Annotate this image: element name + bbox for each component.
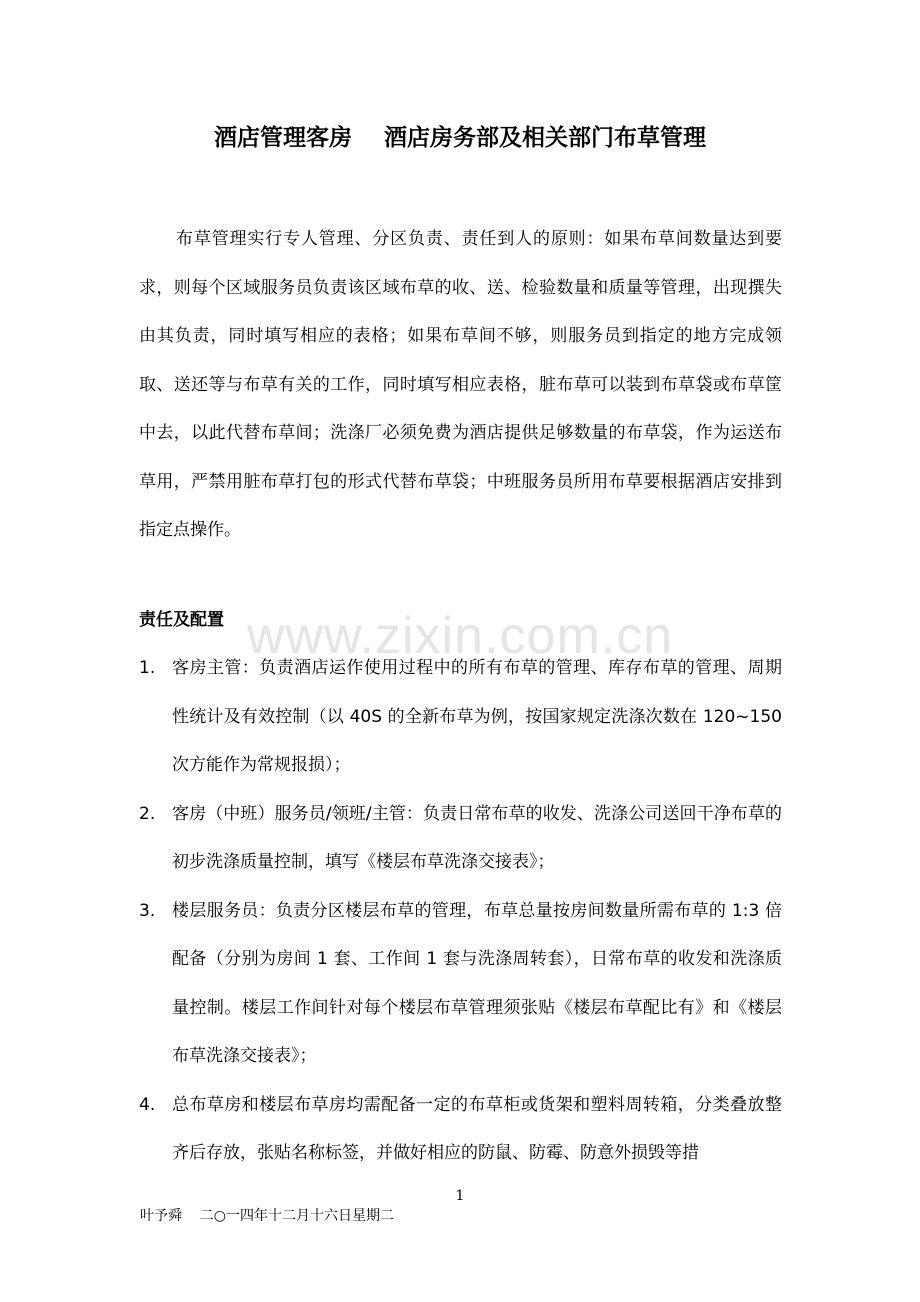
page-number: 1: [455, 1188, 465, 1204]
section-heading: 责任及配置: [139, 610, 224, 630]
list-item-number: 1.: [139, 658, 156, 678]
list-item-number: 4.: [139, 1094, 156, 1115]
footer-author-date: 叶予舜 二○一四年十二月十六日星期二: [140, 1208, 395, 1224]
watermark-text: www.zixin.com.cn: [246, 607, 674, 665]
list-item: [139, 1081, 782, 1178]
list-item-text: 客房（中班）服务员/领班/主管：负责日常布草的收发、洗涤公司送回干净布草的初步洗涤质量控制，填写《楼层布草洗涤交接表》；: [172, 803, 782, 872]
intro-paragraph: 布草管理实行专人管理、分区负责、责任到人的原则：如果布草间数量达到要求，则每个区域服务员负责该区域布草的收、送、检验数量和质量等管理，出现撰失由其负责，同时填写相应的表格；如果布草间不够，则服务员到指定的地方完成领取、送还等与布草有关的工作，同时填写相应表格，脏布草可以装到布草袋或布草筐中去，以此代替布草间；洗涤厂必须免费为酒店提供足够数量的布草袋，作为运送布草用，严禁用脏布草打包的形式代替布草袋；中班服务员所用布草要根据酒店安排到指定点操作。: [139, 229, 782, 540]
responsibility-list: [139, 644, 782, 1178]
list-item-text: 楼层服务员：负责分区楼层布草的管理，布草总量按房间数量所需布草的 1:3 倍配备（分别为房间 1 套、工作间 1 套与洗涤周转套），日常布草的收发和洗涤质量控制。楼层工作间针对每个楼层布草管理须张贴《楼层布草配比有》和《楼层布草洗涤交接表》；: [172, 900, 782, 1066]
document-title: 酒店管理客房 酒店房务部及相关部门布草管理: [213, 125, 707, 151]
list-item: [139, 644, 782, 790]
list-item-text: 客房主管：负责酒店运作使用过程中的所有布草的管理、库存布草的管理、周期性统计及有效控制（以 40S 的全新布草为例，按国家规定洗涤次数在 120~150 次方能作为常规报损）；: [172, 658, 782, 775]
list-item-number: 3.: [139, 900, 156, 921]
list-item-text: 总布草房和楼层布草房均需配备一定的布草柜或货架和塑料周转箱，分类叠放整齐后存放，张贴名称标签，并做好相应的防鼠、防霉、防意外损毁等措: [172, 1094, 782, 1163]
list-item: [139, 790, 782, 887]
list-item: [139, 887, 782, 1081]
list-item-number: 2.: [139, 803, 156, 824]
